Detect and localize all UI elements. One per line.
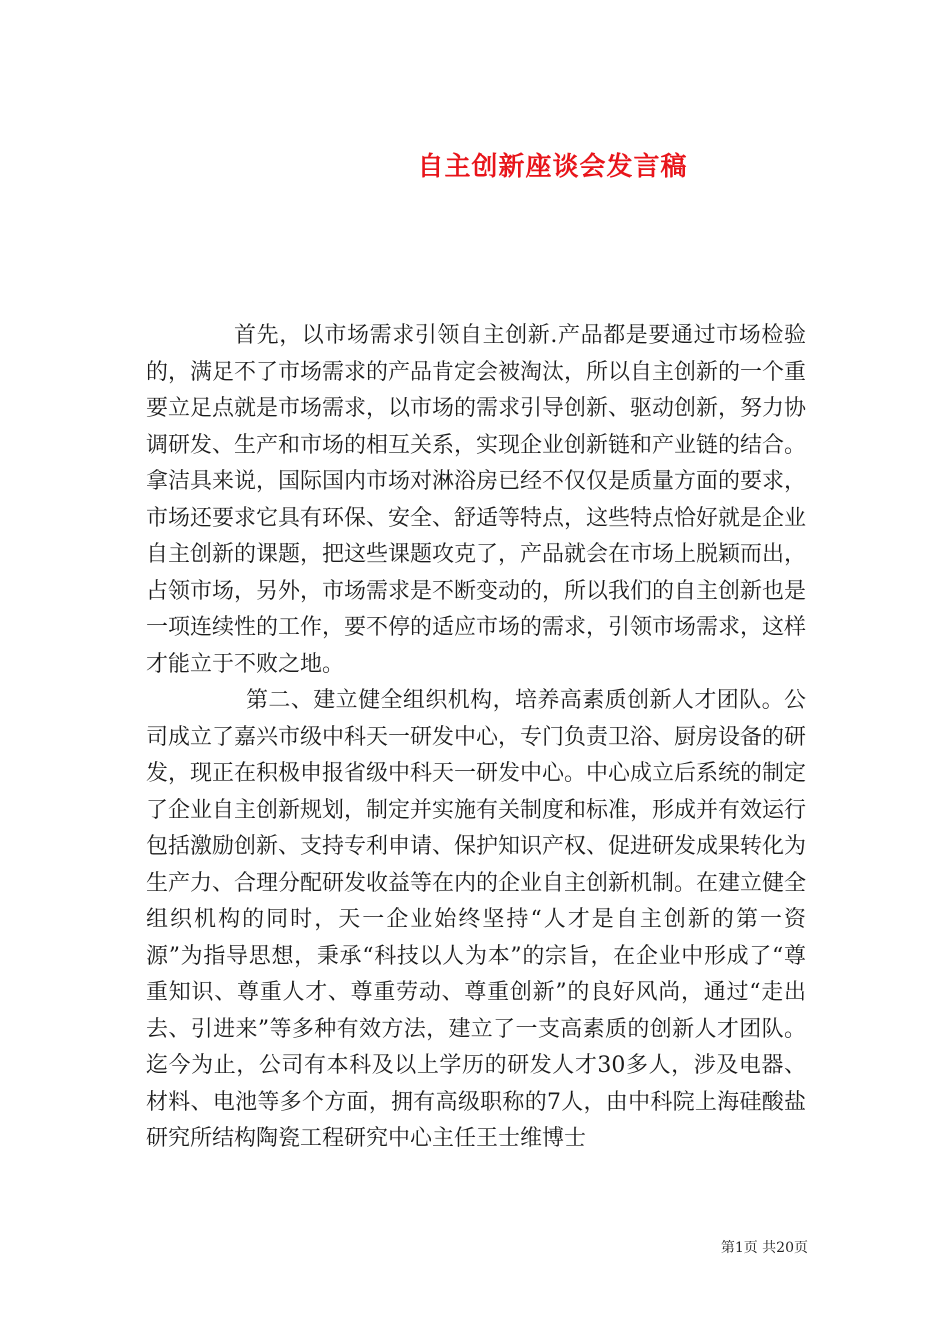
paragraph-1: 首先，以市场需求引领自主创新.产品都是要通过市场检验的，满足不了市场需求的产品肯定会被淘汰，所以自主创新的一个重要立足点就是市场需求，以市场的需求引导创新、驱动创新，努力协调研发、生产和市场的相互关系，实现企业创新链和产业链的结合。拿洁具来说，国际国内市场对淋浴房已经不仅仅是质量方面的要求，市场还要求它具有环保、安全、舒适等特点，这些特点恰好就是企业自主创新的课题，把这些课题攻克了，产品就会在市场上脱颖而出，占领市场，另外，市场需求是不断变动的，所以我们的自主创新也是一项连续性的工作，要不停的适应市场的需求，引领市场需求，这样才能立于不败之地。 [146,323,807,677]
document-title: 自主创新座谈会发言稿 [417,152,688,183]
paragraph-2: 第二、建立健全组织机构，培养高素质创新人才团队。公司成立了嘉兴市级中科天一研发中心，专门负责卫浴、厨房设备的研发，现正在积极申报省级中科天一研发中心。中心成立后系统的制定了企业自主创新规划，制定并实施有关制度和标准，形成并有效运行包括激励创新、支持专利申请、保护知识产权、促进研发成果转化为生产力、合理分配研发收益等在内的企业自主创新机制。在建立健全组织机构的同时，天一企业始终坚持“人才是自主创新的第一资源”为指导思想，秉承“科技以人为本”的宗旨，在企业中形成了“尊重知识、尊重人才、尊重劳动、尊重创新”的良好风尚，通过“走出去、引进来”等多种有效方法，建立了一支高素质的创新人才团队。迄今为止，公司有本科及以上学历的研发人才30多人，涉及电器、材料、电池等多个方面，拥有高级职称的7人，由中科院上海硅酸盐研究所结构陶瓷工程研究中心主任王士维博士 [146,688,807,1151]
document-body [146,318,806,1158]
page-number: 第1页 共20页 [720,1240,808,1256]
